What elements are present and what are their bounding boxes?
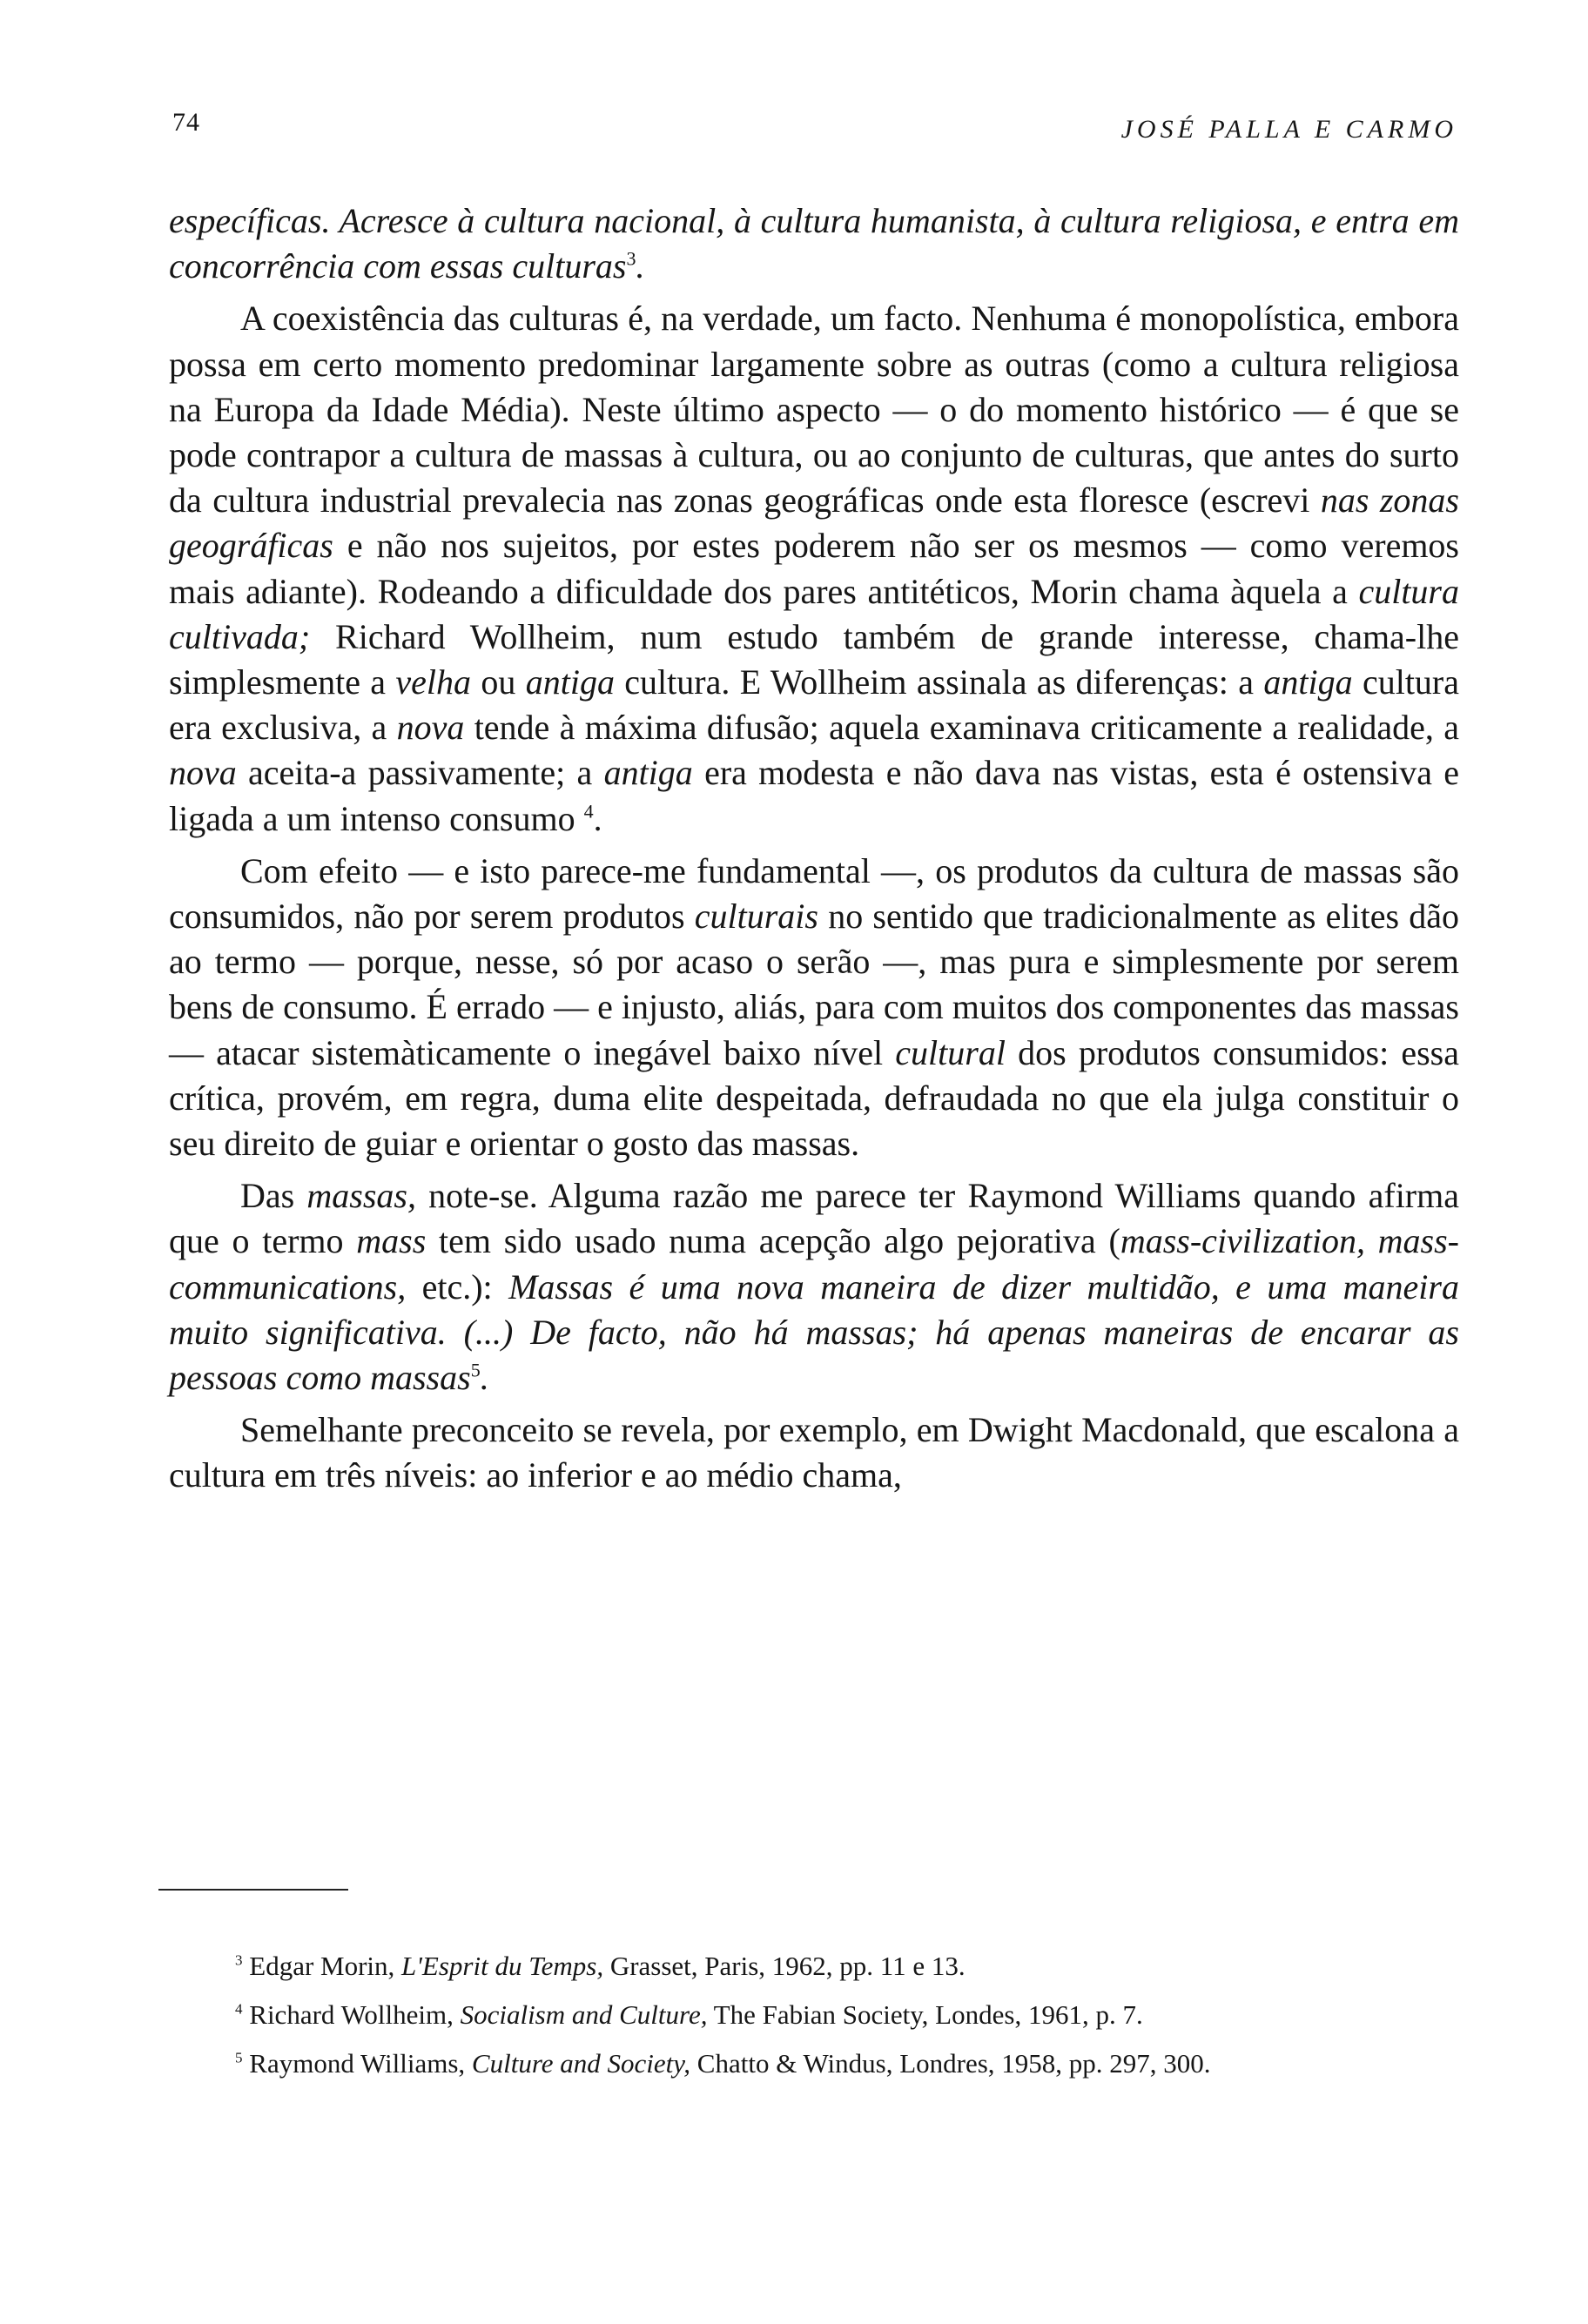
- body-text: [169, 198, 1459, 1499]
- italic-text: L'Esprit du Temps,: [401, 1951, 604, 1981]
- footnote-ref: 4: [235, 2000, 243, 2018]
- paragraph: [169, 1407, 1459, 1498]
- footnote-ref: 4: [583, 800, 594, 823]
- italic-text: antiga: [1263, 662, 1353, 702]
- italic-text: Socialism and Culture,: [460, 1999, 708, 2030]
- text-run: Semelhante preconceito se revela, por exemplo, em Dwight Macdonald, que escalona a cultura em três níveis: ao inferior e ao médio chama,: [169, 1410, 1459, 1495]
- italic-text: .: [480, 1358, 489, 1398]
- text-run: era modesta e não dava nas vistas, esta é ostensiva e ligada a um intenso consumo: [169, 753, 1460, 838]
- text-run: tende à máxima difusão; aquela examinava criticamente a realidade, a: [464, 708, 1460, 748]
- text-run: dos produtos consumidos: essa crítica, provém, em regra, duma elite despeitada, defraudada no que ela julga constituir o seu direito de guiar e orientar o gosto das massas.: [169, 1032, 1460, 1164]
- text-run: cultura. E Wollheim assinala as diferenças: a: [614, 662, 1264, 702]
- footnotes: [155, 1946, 1461, 2092]
- text-run: etc.):: [406, 1266, 509, 1306]
- text-run: no sentido que tradicionalmente as elites dão ao termo — porque, nesse, só por acaso o serão —, mas pura e simplesmente por serem bens de consumo. É errado — e injusto, aliás, para com muitos dos componentes das massas — atacar sistemàticamente o inegável baixo nível: [169, 897, 1460, 1072]
- paragraph: [169, 198, 1459, 289]
- footnote-ref: 5: [470, 1359, 481, 1381]
- footnote-ref: 3: [235, 1951, 243, 1969]
- paragraph: [169, 296, 1459, 841]
- italic-text: velha: [395, 662, 472, 702]
- italic-text: cultural: [895, 1032, 1006, 1072]
- paragraph: [169, 849, 1459, 1166]
- text-run: Chatto & Windus, Londres, 1958, pp. 297, 300.: [690, 2048, 1211, 2079]
- text-run: The Fabian Society, Londes, 1961, p. 7.: [707, 1999, 1143, 2030]
- italic-text: mass: [356, 1221, 427, 1261]
- footnote-ref: 5: [235, 2049, 243, 2066]
- text-run: Com efeito — e isto parece-me fundamental —, os produtos da cultura de massas são consumidos, não por serem produtos: [169, 850, 1459, 937]
- text-run: note-se. Alguma razão me parece ter Raymond Williams quando afirma que o termo: [169, 1176, 1459, 1261]
- text-run: Das: [240, 1176, 307, 1216]
- text-run: Raymond Williams,: [242, 2048, 472, 2079]
- footnote: [155, 1995, 1461, 2035]
- text-run: .: [593, 798, 602, 838]
- italic-text: específicas. Acresce à cultura nacional, à cultura humanista, à cultura religiosa, e entra em concorrência com essas culturas: [169, 201, 1459, 286]
- italic-text: massas,: [306, 1176, 416, 1216]
- footnote-divider: [158, 1889, 348, 1891]
- italic-text: mass-civilization, mass-communications,: [169, 1221, 1460, 1306]
- italic-text: cultura cultivada;: [169, 571, 1459, 656]
- text-run: Richard Wollheim, num estudo também de grande interesse, chama-lhe simplesmente a: [169, 616, 1459, 702]
- paragraph: [169, 1173, 1459, 1400]
- italic-text: .: [636, 246, 645, 286]
- text-run: Richard Wollheim,: [242, 1999, 461, 2030]
- page-number: 74: [172, 108, 200, 137]
- italic-text: nova: [396, 708, 465, 748]
- italic-text: antiga: [525, 662, 615, 702]
- text-run: aceita-a passivamente; a: [236, 753, 604, 793]
- text-run: Grasset, Paris, 1962, pp. 11 e 13.: [603, 1951, 966, 1981]
- text-run: cultura era exclusiva, a: [169, 662, 1460, 748]
- italic-text: nova: [169, 753, 237, 793]
- italic-text: Culture and Society,: [471, 2048, 691, 2079]
- footnote: [155, 2044, 1461, 2084]
- footnote-ref: 3: [626, 247, 636, 270]
- italic-text: culturais: [694, 897, 818, 937]
- italic-text: Massas é uma nova maneira de dizer multidão, e uma maneira muito significativa. (...) De facto, não há massas; há apenas maneiras de encarar as pessoas como massas: [169, 1266, 1459, 1398]
- text-run: A coexistência das culturas é, na verdade, um facto. Nenhuma é monopolística, embora possa em certo momento predominar largamente sobre as outras (como a cultura religiosa na Europa da Idade Média). Neste último aspecto — o do momento histórico — é que se pode contrapor a cultura de massas à cultura, ou ao conjunto de culturas, que antes do surto da cultura industrial prevalecia nas zonas geográficas onde esta floresce (escrevi: [169, 299, 1459, 521]
- footnote: [155, 1946, 1461, 1986]
- text-run: ou: [471, 662, 526, 702]
- running-head: JOSÉ PALLA E CARMO: [1120, 115, 1457, 144]
- text-run: Edgar Morin,: [242, 1951, 402, 1981]
- text-run: tem sido usado numa acepção algo pejorativa (: [426, 1221, 1120, 1261]
- italic-text: antiga: [603, 753, 693, 793]
- italic-text: nas zonas geográficas: [169, 480, 1459, 566]
- text-run: e não nos sujeitos, por estes poderem não ser os mesmos — como veremos mais adiante). Rodeando a dificuldade dos pares antitéticos, Morin chama àquela a: [169, 526, 1459, 611]
